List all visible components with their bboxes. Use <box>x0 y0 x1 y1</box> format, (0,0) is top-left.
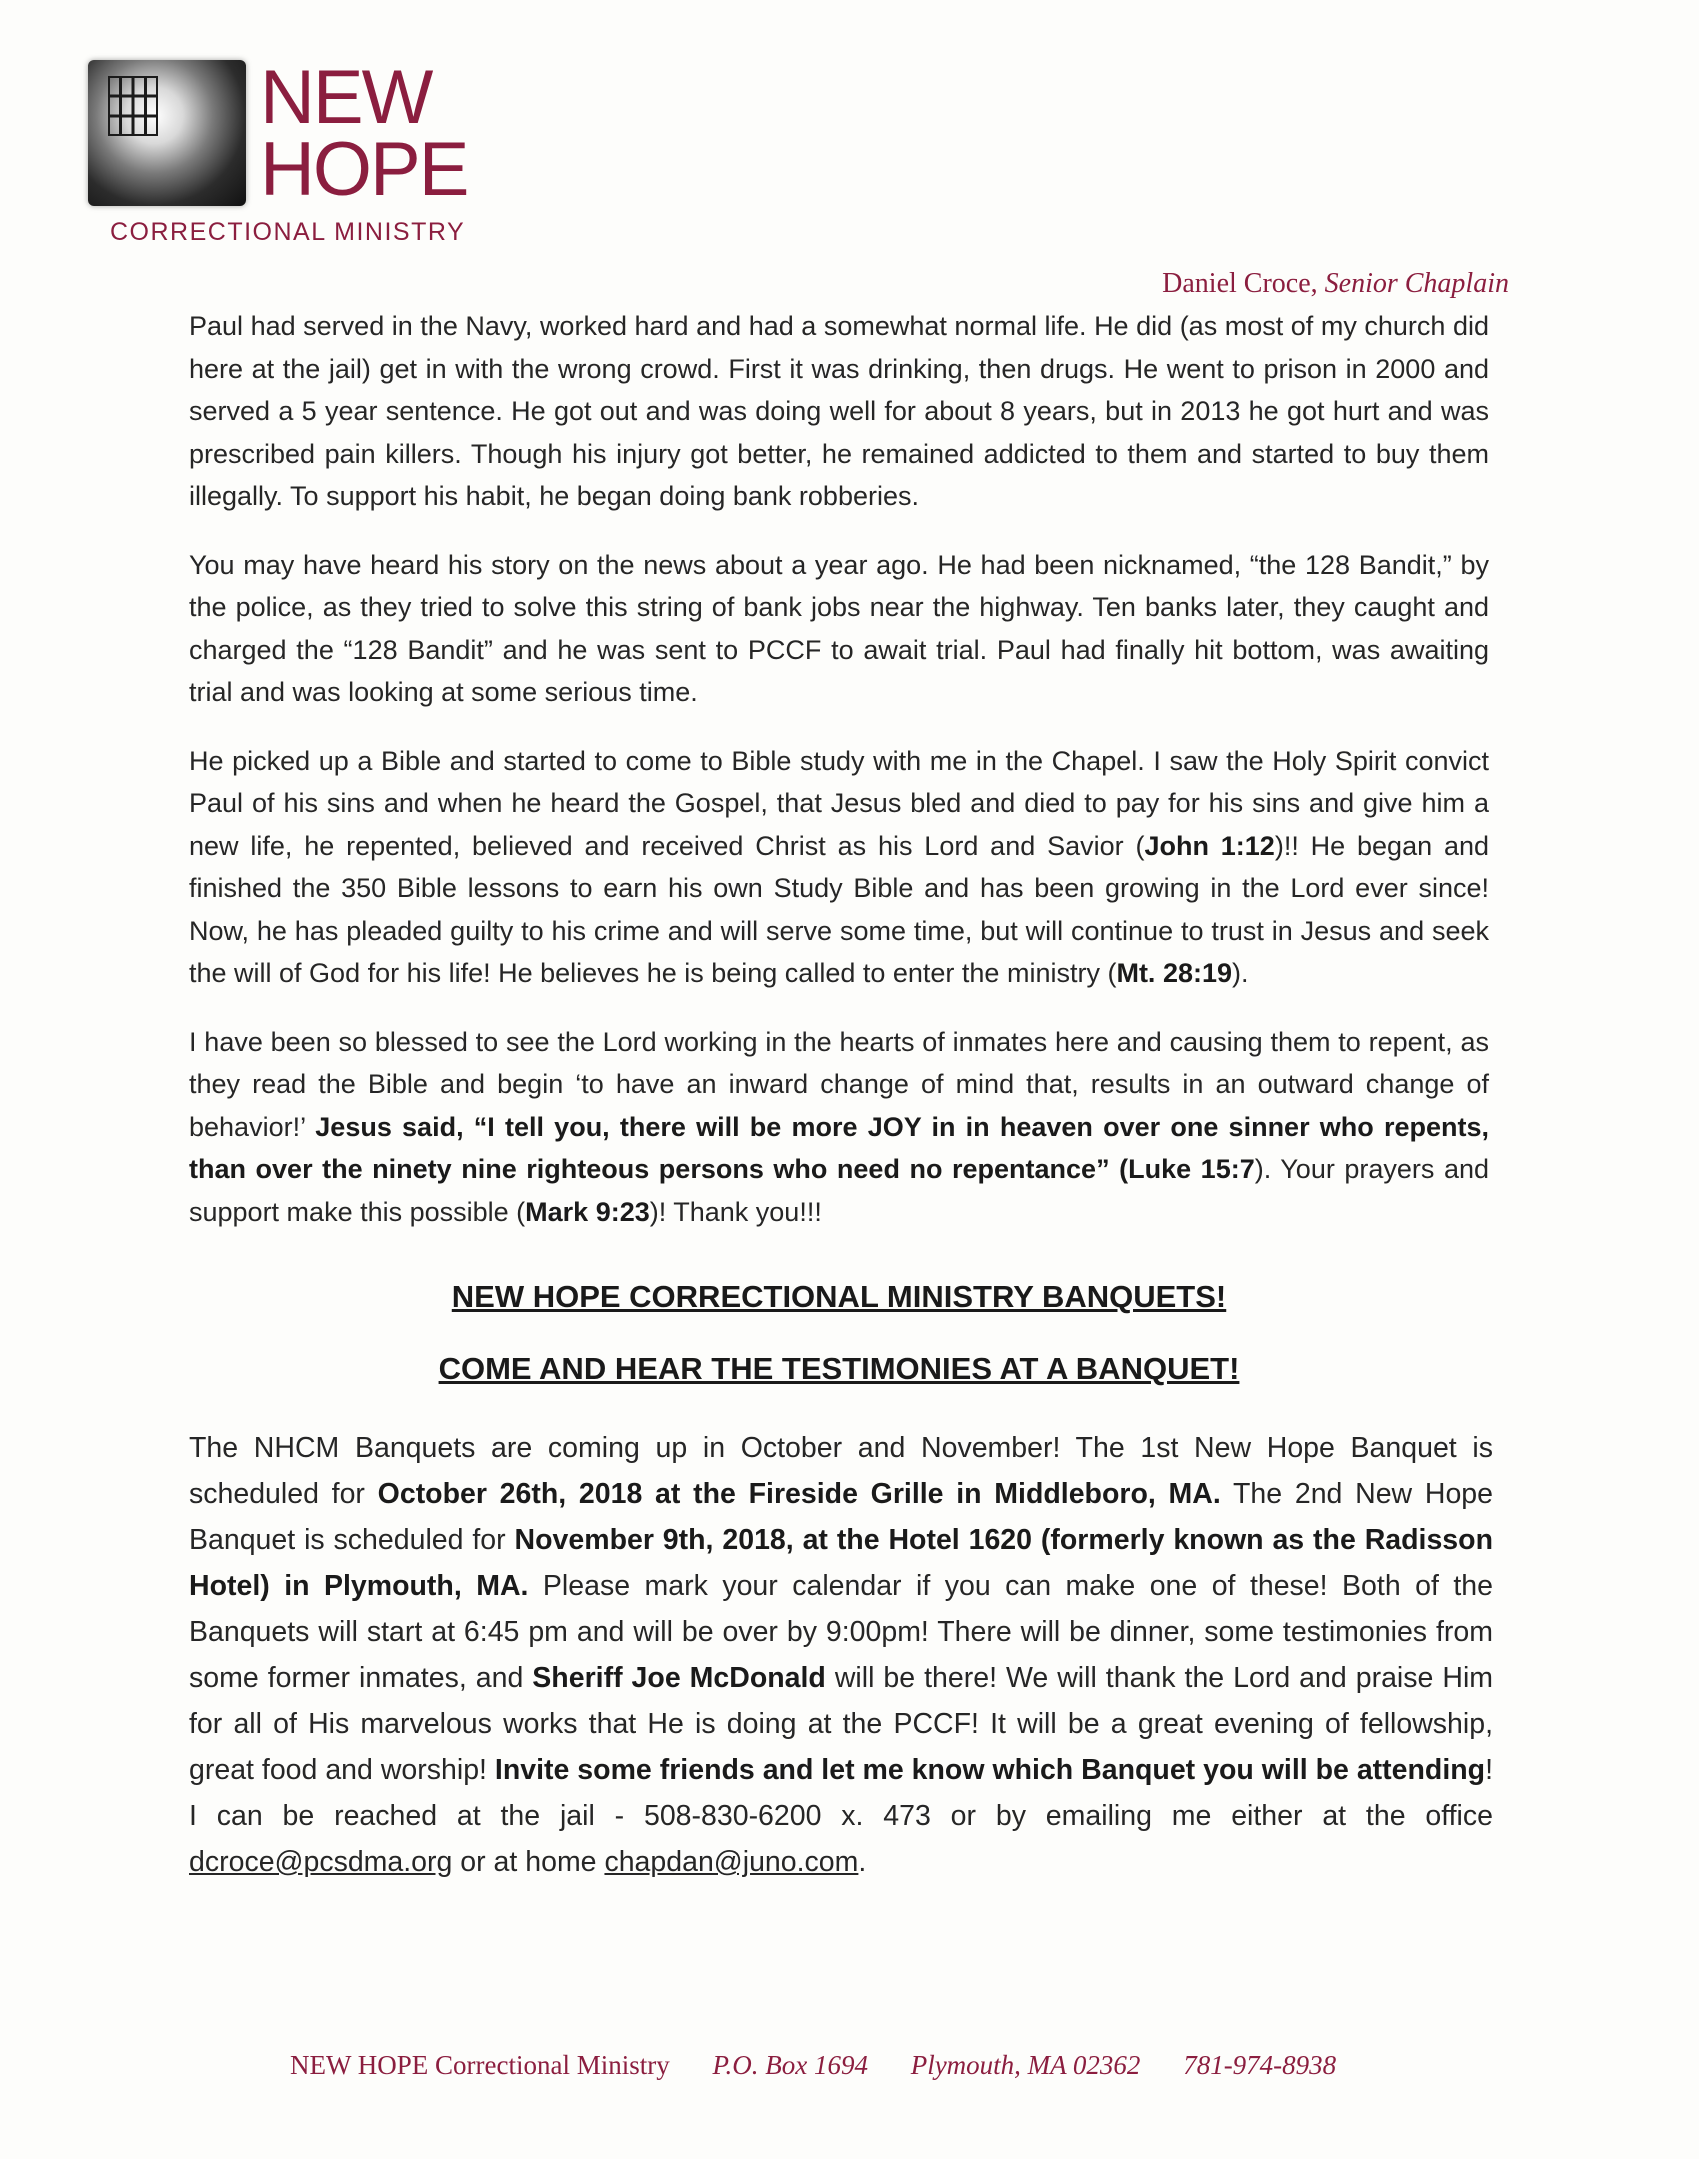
scripture-ref-matthew: Mt. 28:19 <box>1116 958 1232 988</box>
banquet-text-i: ! I can be reached at the jail - 508-830-6200 x. 473 or by emailing me either at the office <box>189 1754 1493 1832</box>
footer-phone: 781-974-8938 <box>1183 2050 1337 2080</box>
letterhead-footer <box>290 2050 1336 2081</box>
sheriff-name: Sheriff Joe McDonald <box>532 1662 826 1694</box>
banquet-text-c: The 2nd New Hope Banquet is scheduled for <box>189 1478 1494 1556</box>
invite-callout: Invite some friends and let me know which Banquet you will be attending <box>494 1754 1486 1786</box>
scripture-quote-luke: Jesus said, “I tell you, there will be more JOY in in heaven over one sinner who repents, than over the ninety nine righteous persons who need no repentance” (Luke 15:7 <box>189 1111 1490 1184</box>
home-email-link[interactable]: chapdan@juno.com <box>604 1846 859 1878</box>
logo-word-new: NEW <box>260 55 432 140</box>
banquet-text-j: or at home <box>452 1846 605 1878</box>
paragraph-4-text-b: ). Your prayers and support make this possible ( <box>189 1154 1489 1227</box>
banquet-text-a: The NHCM Banquets are coming up in October and November! The 1st New Hope Banquet is scheduled for <box>189 1432 1493 1510</box>
scripture-ref-mark: Mark 9:23 <box>525 1196 650 1227</box>
paragraph-2: You may have heard his story on the news about a year ago. He had been nicknamed, “the 128 Bandit,” by the police, as they tried to solve this string of bank jobs near the highway. Ten banks later, they caught and charged the “128 Bandit” and he was sent to PCCF to await trial. Paul had finally hit bottom, was awaiting trial and was looking at some serious time. <box>189 549 1489 707</box>
banquet-text-g: will be there! We will thank the Lord and praise Him for all of His marvelous works that He is doing at the PCCF! It will be a great evening of fellowship, great food and worship! <box>189 1662 1494 1786</box>
banquet-date-1: October 26th, 2018 at the Fireside Grille in Middleboro, MA. <box>377 1478 1221 1510</box>
banquet-text-k: . <box>858 1846 867 1878</box>
ministry-logo <box>88 55 488 250</box>
letter-body <box>189 305 1494 1911</box>
chaplain-role: Senior Chaplain <box>1324 268 1509 299</box>
paragraph-4-text-a: I have been so blessed to see the Lord working in the hearts of inmates here and causing them to repent, as they read the Bible and begin ‘to have an inward change of mind that, results in an outward change of behavior!’ <box>189 1026 1489 1142</box>
window-light-logo-icon <box>88 60 246 206</box>
paragraph-4-text-c: )! Thank you!!! <box>649 1196 822 1227</box>
logo-word-hope: HOPE <box>260 127 468 212</box>
chaplain-signature-line <box>1162 268 1509 300</box>
paragraph-3-text-c: ). <box>1232 958 1249 988</box>
testimonies-heading: COME AND HEAR THE TESTIMONIES AT A BANQUET! <box>438 1351 1240 1386</box>
footer-pobox: P.O. Box 1694 <box>712 2050 868 2080</box>
logo-subtitle: CORRECTIONAL MINISTRY <box>110 218 466 246</box>
chaplain-name: Daniel Croce, <box>1162 268 1318 299</box>
footer-org: NEW HOPE Correctional Ministry <box>290 2050 670 2080</box>
paragraph-3-text-a: He picked up a Bible and started to come to Bible study with me in the Chapel. I saw the Holy Spirit convict Paul of his sins and when he heard the Gospel, that Jesus bled and died to pay for his sins and give him a new life, he repented, believed and received Christ as his Lord and Savior ( <box>189 745 1489 861</box>
paragraph-3-text-b: )!! He began and finished the 350 Bible lessons to earn his own Study Bible and has been growing in the Lord ever since! Now, he has pleaded guilty to his crime and will serve some time, but will continue to trust in Jesus and seek the will of God for his life! He believes he is being called to enter the ministry ( <box>189 830 1489 988</box>
paragraph-1: Paul had served in the Navy, worked hard and had a somewhat normal life. He did (as most of my church did here at the jail) get in with the wrong crowd. First it was drinking, then drugs. He went to prison in 2000 and served a 5 year sentence. He got out and was doing well for about 8 years, but in 2013 he got hurt and was prescribed pain killers. Though his injury got better, he remained addicted to them and started to buy them illegally. To support his habit, he began doing bank robberies. <box>189 311 1489 511</box>
banquet-paragraph <box>189 1425 1493 1885</box>
footer-city: Plymouth, MA 02362 <box>910 2050 1141 2080</box>
banquets-heading: NEW HOPE CORRECTIONAL MINISTRY BANQUETS! <box>451 1279 1227 1314</box>
banquet-date-2: November 9th, 2018, at the Hotel 1620 (formerly known as the Radisson Hotel) in Plymouth, MA. <box>189 1524 1493 1602</box>
paragraph-3 <box>189 740 1489 995</box>
banquet-text-e: Please mark your calendar if you can make one of these! Both of the Banquets will start at 6:45 pm and will be over by 9:00pm! There will be dinner, some testimonies from some former inmates, and <box>189 1570 1493 1694</box>
paragraph-4 <box>189 1021 1489 1234</box>
scripture-ref-john: John 1:12 <box>1144 830 1275 861</box>
office-email-link[interactable]: dcroce@pcsdma.org <box>189 1846 453 1878</box>
